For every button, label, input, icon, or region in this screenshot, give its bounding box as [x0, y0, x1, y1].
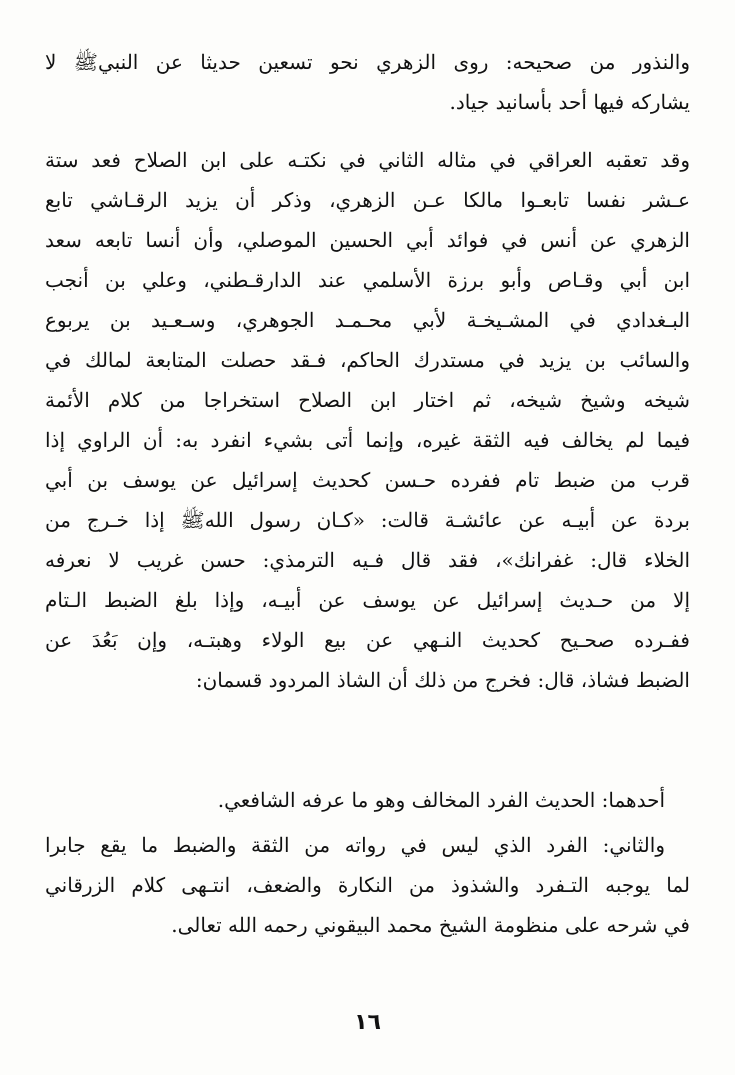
text-line: في شرحه على منظومة الشيخ محمد البيقوني رحمه الله تعالى. — [171, 913, 690, 937]
text-line: شيخه وشيخ شيخه، ثم اختار ابن الصلاح استخراجا من كلام الأئمة — [45, 388, 690, 412]
text-line: عـشر نفسا تابعـوا مالكا عـن الزهري، وذكر أن يزيد الرقـاشي تابع — [45, 188, 690, 212]
text-line: والثاني: الفرد الذي ليس في رواته من الثقة والضبط ما يقع جابرا — [45, 833, 665, 857]
paragraph-intro — [45, 42, 690, 122]
text-line: البـغدادي في المشـيخـة لأبي محـمـد الجوهري، وسـعـيد بن يربوع — [45, 308, 690, 332]
text-line: أحدهما: الحديث الفرد المخالف وهو ما عرفه الشافعي. — [217, 788, 665, 812]
text-line: قرب من ضبط تام ففرده حـسن كحديث إسرائيل عن يوسف بن أبي — [45, 468, 690, 492]
page-number: ١٦ — [354, 1010, 381, 1035]
text-line: إلا من حـديث إسرائيل عن يوسف عن أبيـه، وإذا بلغ الضبط الـتام — [45, 588, 690, 612]
paragraph-second-type — [45, 825, 690, 945]
text-line: يشاركه فيها أحد بأسانيد جياد. — [449, 90, 690, 114]
paragraph-first-type — [45, 780, 665, 820]
text-line: والسائب بن يزيد في مستدرك الحاكم، فـقد حصلت المتابعة لمالك في — [45, 348, 690, 372]
text-line: والنذور من صحيحه: روى الزهري نحو تسعين حديثا عن النبيﷺ لا — [45, 50, 690, 74]
text-line: وقد تعقبه العراقي في مثاله الثاني في نكتـه على ابن الصلاح فعد ستة — [45, 148, 690, 172]
text-line: ابن أبي وقـاص وأبو برزة الأسلمي عند الدارقـطني، وعلي بن أنجب — [45, 268, 690, 292]
text-line: الضبط فشاذ، قال: فخرج من ذلك أن الشاذ المردود قسمان: — [195, 668, 690, 692]
text-line: ففـرده صحـيح كحديث النـهي عن بيع الولاء وهبتـه، وإن بَعُدَ عن — [45, 628, 690, 652]
text-line: الخلاء قال: غفرانك»، فقد قال فـيه الترمذي: حسن غريب لا نعرفه — [45, 548, 690, 572]
text-line: فيما لم يخالف فيه الثقة غيره، وإنما أتى بشيء انفرد به: أن الراوي إذا — [45, 428, 690, 452]
text-line: بردة عن أبيـه عن عائشـة قالت: «كـان رسول اللهﷺ إذا خـرج من — [45, 508, 690, 532]
text-line: لما يوجبه التـفرد والشذوذ من النكارة والضعف، انتـهى كلام الزرقاني — [45, 873, 690, 897]
text-line: الزهري عن أنس في فوائد أبي الحسين الموصلي، وأن أنسا تابعه سعد — [45, 228, 690, 252]
paragraph-main — [45, 140, 690, 700]
